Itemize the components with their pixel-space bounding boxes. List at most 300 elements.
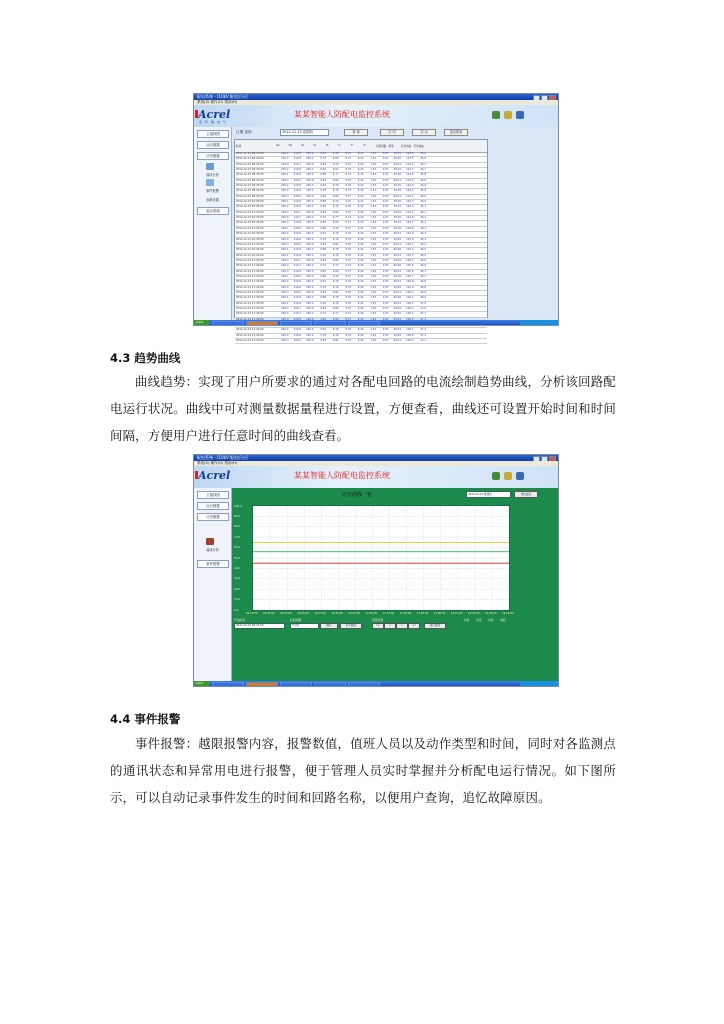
table-cell: 50.01 bbox=[393, 301, 401, 305]
table-cell: 50.01 bbox=[393, 221, 401, 225]
sidebar bbox=[194, 127, 232, 320]
table-cell: 50.00 bbox=[393, 216, 401, 220]
section-paragraph-4-3: 曲线趋势：实现了用户所要求的通过对各配电回路的电流绘制趋势曲线，分析该回路配电运行状况。曲线中可对测量数据量程进行设置，方便查看，曲线还可设置开始时间和时间间隔，方便用户进行任意时间的曲线查看。 bbox=[110, 374, 616, 443]
date-picker[interactable]: 2012-12-13 星期四 bbox=[466, 491, 511, 498]
menu-bar[interactable]: 系统(S) 操作(O) 帮助(H) bbox=[194, 100, 558, 105]
chart-title: 历史曲线一览 bbox=[342, 492, 373, 498]
alarm-icon[interactable] bbox=[206, 179, 214, 186]
table-cell: 6.41 bbox=[357, 173, 364, 177]
x-tick-label: 13:00:00 bbox=[502, 612, 514, 615]
table-cell: 50.01 bbox=[393, 162, 401, 166]
x-tick-label: 11:00:00 bbox=[365, 612, 378, 615]
table-cell: 2012-12-13 10:05:00 bbox=[236, 205, 264, 209]
user-icon[interactable] bbox=[504, 472, 512, 480]
exit-curve-button[interactable]: 退出曲线 bbox=[514, 491, 538, 498]
query-button[interactable]: 查 询 bbox=[344, 129, 368, 136]
table-header-cell: 有功电能 bbox=[401, 145, 412, 148]
table-header-cell: 无功电能 bbox=[413, 145, 424, 148]
table-cell: 220.6 bbox=[306, 258, 314, 262]
sidebar-item-4[interactable]: 事件报警 bbox=[206, 189, 219, 193]
option-label-1: 电压 bbox=[476, 618, 482, 622]
home-icon[interactable] bbox=[492, 111, 500, 119]
table-cell: 6.41 bbox=[357, 296, 364, 300]
table-cell: 125.6 bbox=[406, 269, 414, 273]
table-cell: 1.54 bbox=[370, 221, 376, 225]
print-curve-button[interactable]: 打印曲线 bbox=[340, 623, 362, 629]
table-cell: 219.7 bbox=[293, 216, 301, 220]
table-cell: 1.52 bbox=[370, 205, 376, 209]
table-cell: 125.4 bbox=[406, 258, 414, 262]
table-cell: 9.80 bbox=[332, 157, 339, 161]
table-cell: 9.78 bbox=[332, 248, 339, 252]
table-cell: 123.4 bbox=[406, 152, 414, 155]
table-cell: 2012-12-13 10:20:00 bbox=[236, 221, 264, 225]
table-cell: 0.97 bbox=[382, 200, 389, 204]
table-cell: 9.73 bbox=[345, 189, 351, 193]
table-cell: 9.76 bbox=[345, 162, 351, 166]
table-cell: 220.1 bbox=[281, 274, 289, 278]
table-cell: 9.80 bbox=[320, 248, 326, 252]
table-cell: 2012-12-13 09:55:00 bbox=[236, 194, 264, 198]
table-cell: 50.01 bbox=[393, 178, 401, 182]
table-cell: 45.8 bbox=[420, 178, 426, 182]
table-cell: 9.78 bbox=[320, 189, 326, 193]
y-tick-label: 100.0 bbox=[234, 503, 243, 508]
table-cell: 9.75 bbox=[345, 226, 351, 230]
sidebar-item-0[interactable]: 主接线图 bbox=[197, 491, 229, 499]
taskbar-item[interactable] bbox=[348, 682, 380, 687]
table-cell: 1.53 bbox=[370, 152, 376, 155]
table-cell: 9.78 bbox=[345, 290, 351, 294]
start-time-field[interactable]: 2012-12-13 09:15:00 bbox=[234, 623, 285, 629]
table-cell: 220.2 bbox=[281, 328, 289, 332]
table-cell: 1.52 bbox=[370, 253, 376, 257]
sidebar-item-3[interactable]: 曲线分析 bbox=[206, 173, 219, 177]
table-cell: 9.80 bbox=[320, 274, 326, 278]
table-cell: 220.4 bbox=[306, 280, 314, 284]
x-tick-label: 10:45:00 bbox=[348, 612, 361, 615]
table-cell: 9.82 bbox=[332, 306, 339, 310]
table-cell: 220.4 bbox=[281, 306, 289, 310]
table-cell: 9.74 bbox=[345, 312, 351, 316]
table-header-cell: Ua bbox=[276, 144, 280, 147]
table-cell: 46.2 bbox=[420, 221, 426, 225]
table-cell: 1.53 bbox=[370, 296, 376, 300]
table-cell: 219.8 bbox=[293, 221, 301, 225]
table-cell: 220.3 bbox=[306, 248, 314, 252]
y-tick-label: 90.0 bbox=[234, 513, 241, 518]
table-cell: 9.77 bbox=[345, 221, 351, 225]
table-cell: 9.74 bbox=[345, 237, 351, 241]
sidebar-item-2[interactable]: 历史数据 bbox=[197, 513, 229, 521]
sidebar-item-5[interactable]: 参数设置 bbox=[206, 198, 219, 202]
table-cell: 220.0 bbox=[281, 162, 289, 166]
table-cell: 219.6 bbox=[293, 285, 301, 289]
sidebar-item-6[interactable]: 退出系统 bbox=[197, 207, 229, 215]
x-tick-label: 10:30:00 bbox=[331, 612, 343, 615]
table-cell: 2012-12-13 10:50:00 bbox=[236, 253, 264, 257]
table-cell: 220.4 bbox=[306, 253, 314, 257]
table-cell: 220.5 bbox=[306, 339, 314, 343]
table-cell: 45.8 bbox=[420, 173, 426, 177]
sidebar-item-2[interactable]: 历史数据 bbox=[197, 152, 229, 160]
taskbar-item[interactable] bbox=[348, 321, 380, 326]
sidebar bbox=[194, 488, 232, 681]
table-cell: 9.83 bbox=[320, 339, 326, 343]
sidebar-item-1[interactable]: 运行数据 bbox=[197, 502, 229, 510]
table-cell: 6.42 bbox=[357, 157, 364, 161]
table-cell: 2012-12-13 10:45:00 bbox=[236, 248, 264, 252]
table-cell: 9.74 bbox=[345, 264, 351, 268]
x-tick-label: 12:00:00 bbox=[433, 612, 446, 615]
table-cell: 9.76 bbox=[345, 328, 351, 332]
table-cell: 1.53 bbox=[370, 280, 376, 284]
start-button[interactable]: start bbox=[194, 320, 210, 325]
table-cell: 1.53 bbox=[370, 226, 376, 230]
taskbar-item[interactable] bbox=[246, 682, 278, 687]
nav-last-button[interactable]: >> bbox=[408, 623, 420, 629]
taskbar-item[interactable] bbox=[212, 321, 244, 326]
trend-screenshot bbox=[193, 454, 559, 687]
table-cell: 45.7 bbox=[420, 162, 426, 166]
table-cell: 2012-12-13 09:25:00 bbox=[236, 162, 264, 166]
system-title: 某某智能人防配电监控系统 bbox=[294, 110, 390, 119]
table-cell: 9.81 bbox=[320, 232, 326, 236]
taskbar bbox=[194, 681, 558, 686]
table-cell: 9.82 bbox=[332, 210, 339, 214]
taskbar-item[interactable] bbox=[212, 682, 244, 687]
table-cell: 9.81 bbox=[320, 205, 326, 209]
table-cell: 0.97 bbox=[382, 253, 389, 257]
table-cell: 1.52 bbox=[370, 157, 376, 161]
curve-icon[interactable] bbox=[206, 163, 214, 170]
table-cell: 220.2 bbox=[306, 157, 314, 161]
table-cell: 50.00 bbox=[393, 184, 401, 188]
export-button[interactable]: 导 出 bbox=[412, 129, 436, 136]
table-cell: 6.45 bbox=[357, 258, 364, 262]
table-cell: 9.76 bbox=[332, 237, 339, 241]
table-row[interactable] bbox=[235, 339, 487, 344]
table-cell: 46.1 bbox=[420, 210, 426, 214]
table-cell: 46.0 bbox=[420, 194, 426, 198]
table-cell: 1.54 bbox=[370, 290, 376, 294]
taskbar-item[interactable] bbox=[280, 321, 312, 326]
system-tray bbox=[520, 320, 558, 325]
table-cell: 219.8 bbox=[293, 200, 301, 204]
reset-curve-button[interactable]: 复位曲线 bbox=[424, 623, 446, 629]
table-cell: 0.97 bbox=[382, 205, 389, 209]
table-cell: 126.3 bbox=[406, 306, 414, 310]
report-table[interactable] bbox=[234, 139, 488, 343]
table-cell: 220.5 bbox=[306, 269, 314, 273]
report-toolbar bbox=[234, 129, 556, 135]
table-cell: 125.9 bbox=[406, 285, 414, 289]
table-cell: 47.3 bbox=[420, 333, 426, 337]
x-tick-label: 12:30:00 bbox=[467, 612, 480, 615]
interval-label: 时间间隔 bbox=[290, 618, 302, 622]
table-cell: 9.82 bbox=[320, 269, 326, 273]
table-cell: 125.5 bbox=[406, 264, 414, 268]
x-tick-label: 09:15:00 bbox=[246, 612, 258, 615]
table-cell: 219.9 bbox=[293, 226, 301, 230]
table-cell: 50.00 bbox=[393, 226, 401, 230]
table-cell: 219.9 bbox=[293, 274, 301, 278]
table-cell: 9.81 bbox=[332, 339, 339, 343]
table-cell: 220.2 bbox=[281, 205, 289, 209]
nav-next-button[interactable]: > bbox=[396, 623, 408, 629]
table-cell: 50.01 bbox=[393, 194, 401, 198]
table-cell: 46.0 bbox=[420, 200, 426, 204]
home-icon[interactable] bbox=[492, 472, 500, 480]
table-cell: 2012-12-13 09:40:00 bbox=[236, 178, 264, 182]
curve-icon[interactable] bbox=[206, 538, 214, 545]
table-cell: 6.43 bbox=[357, 221, 364, 225]
table-cell: 2012-12-13 12:00:00 bbox=[236, 328, 264, 332]
table-cell: 0.97 bbox=[382, 178, 389, 182]
trend-main bbox=[232, 488, 558, 681]
table-cell: 0.97 bbox=[382, 328, 389, 332]
table-cell: 0.97 bbox=[382, 232, 389, 236]
table-cell: 220.2 bbox=[281, 301, 289, 305]
taskbar-item[interactable] bbox=[246, 321, 278, 326]
table-cell: 9.84 bbox=[320, 306, 326, 310]
table-cell: 220.5 bbox=[306, 242, 314, 246]
table-cell: 50.02 bbox=[393, 210, 401, 214]
exit-report-button[interactable]: 退出报表 bbox=[444, 129, 468, 136]
taskbar-item[interactable] bbox=[280, 682, 312, 687]
table-cell: 50.00 bbox=[393, 200, 401, 204]
table-cell: 2012-12-13 10:35:00 bbox=[236, 237, 264, 241]
table-cell: 9.82 bbox=[320, 221, 326, 225]
app-banner bbox=[194, 105, 558, 127]
table-cell: 9.75 bbox=[345, 248, 351, 252]
sidebar-item-3[interactable]: 曲线分析 bbox=[206, 548, 219, 552]
table-cell: 2012-12-13 11:15:00 bbox=[236, 280, 264, 284]
table-cell: 47.0 bbox=[420, 306, 426, 310]
table-cell: 2012-12-13 12:05:00 bbox=[236, 333, 264, 337]
section-paragraph-4-4: 事件报警：越限报警内容，报警数值，值班人员以及动作类型和时间，同时对各监测点的通讯状态和异常用电进行报警，便于管理人员实时掌握并分析配电运行情况。如下图所示，可以自动记录事件发生的时间和回路名称，以便用户查询，追忆故障原因。 bbox=[110, 736, 616, 805]
table-cell: 9.80 bbox=[320, 173, 326, 177]
table-cell: 219.8 bbox=[293, 248, 301, 252]
table-cell: 2012-12-13 10:40:00 bbox=[236, 242, 264, 246]
acrel-logo: Acrel bbox=[198, 469, 231, 482]
table-cell: 219.6 bbox=[293, 333, 301, 337]
table-cell: 50.02 bbox=[393, 306, 401, 310]
table-cell: 6.42 bbox=[357, 253, 364, 257]
help-icon[interactable] bbox=[516, 472, 524, 480]
table-cell: 46.3 bbox=[420, 232, 426, 236]
table-cell: 9.77 bbox=[332, 264, 339, 268]
table-cell: 9.75 bbox=[345, 200, 351, 204]
table-cell: 124.5 bbox=[406, 210, 414, 214]
table-cell: 0.97 bbox=[382, 274, 389, 278]
table-cell: 220.4 bbox=[306, 328, 314, 332]
table-cell: 220.2 bbox=[281, 280, 289, 284]
table-cell: 6.41 bbox=[357, 200, 364, 204]
table-cell: 220.5 bbox=[306, 221, 314, 225]
table-cell: 2012-12-13 11:30:00 bbox=[236, 296, 264, 300]
trend-chart bbox=[253, 506, 509, 610]
table-cell: 50.02 bbox=[393, 168, 401, 172]
table-cell: 220.0 bbox=[281, 189, 289, 193]
table-cell: 220.0 bbox=[281, 312, 289, 316]
table-cell: 0.97 bbox=[382, 301, 389, 305]
table-cell: 9.78 bbox=[332, 274, 339, 278]
table-cell: 219.9 bbox=[293, 301, 301, 305]
table-cell: 0.97 bbox=[382, 184, 389, 188]
y-tick-label: 70.0 bbox=[234, 534, 241, 539]
table-cell: 9.78 bbox=[320, 285, 326, 289]
table-cell: 219.8 bbox=[293, 280, 301, 284]
option-label-3: 电能 bbox=[500, 618, 506, 622]
table-cell: 6.43 bbox=[357, 269, 364, 273]
table-cell: 220.5 bbox=[306, 162, 314, 166]
table-cell: 6.40 bbox=[357, 162, 364, 166]
table-cell: 45.9 bbox=[420, 184, 426, 188]
table-cell: 1.55 bbox=[370, 210, 376, 214]
table-cell: 9.79 bbox=[345, 306, 351, 310]
table-cell: 9.80 bbox=[332, 221, 339, 225]
table-cell: 50.02 bbox=[393, 258, 401, 262]
table-header-cell: Q bbox=[363, 144, 366, 147]
table-cell: 124.4 bbox=[406, 205, 414, 209]
table-cell: 2012-12-13 11:00:00 bbox=[236, 264, 264, 268]
table-cell: 46.8 bbox=[420, 280, 426, 284]
help-icon[interactable] bbox=[516, 111, 524, 119]
curve-controls bbox=[232, 618, 558, 676]
table-cell: 46.5 bbox=[420, 253, 426, 257]
table-cell: 50.00 bbox=[393, 264, 401, 268]
taskbar-item[interactable] bbox=[314, 682, 346, 687]
taskbar-item[interactable] bbox=[314, 321, 346, 326]
table-cell: 220.6 bbox=[306, 210, 314, 214]
table-cell: 219.9 bbox=[293, 205, 301, 209]
table-cell: 46.8 bbox=[420, 285, 426, 289]
nav-first-button[interactable]: << bbox=[372, 623, 384, 629]
nav-prev-button[interactable]: < bbox=[384, 623, 396, 629]
y-tick-label: 50.0 bbox=[234, 555, 241, 560]
table-cell: 220.3 bbox=[281, 157, 289, 161]
table-cell: 0.97 bbox=[382, 226, 389, 230]
x-tick-label: 09:30:00 bbox=[263, 612, 275, 615]
sidebar-item-4[interactable]: 事件报警 bbox=[197, 560, 229, 568]
table-cell: 49.99 bbox=[393, 285, 401, 289]
table-cell: 220.1 bbox=[281, 248, 289, 252]
table-cell: 1.53 bbox=[370, 328, 376, 332]
plot-area[interactable] bbox=[252, 505, 510, 611]
table-cell: 219.6 bbox=[293, 237, 301, 241]
table-cell: 45.9 bbox=[420, 189, 426, 193]
window-title: 配电系统 - [10kV 配电后台] bbox=[197, 94, 248, 99]
table-cell: 9.78 bbox=[345, 168, 351, 172]
table-cell: 9.78 bbox=[345, 339, 351, 343]
table-cell: 46.7 bbox=[420, 274, 426, 278]
table-cell: 46.4 bbox=[420, 237, 426, 241]
logo-subtitle: 安 科 瑞 电 气 bbox=[199, 120, 227, 124]
menu-bar[interactable]: 系统(S) 操作(O) 帮助(H) bbox=[194, 461, 558, 466]
start-button[interactable]: start bbox=[194, 681, 210, 686]
table-cell: 0.97 bbox=[382, 173, 389, 177]
table-cell: 50.01 bbox=[393, 253, 401, 257]
table-cell: 45.6 bbox=[420, 152, 426, 155]
table-cell: 0.97 bbox=[382, 248, 389, 252]
table-cell: 219.8 bbox=[293, 168, 301, 172]
confirm-button[interactable]: 确定 bbox=[320, 623, 338, 629]
table-cell: 9.77 bbox=[332, 312, 339, 316]
table-cell: 9.79 bbox=[345, 258, 351, 262]
table-cell: 220.0 bbox=[281, 237, 289, 241]
table-cell: 6.41 bbox=[357, 274, 364, 278]
table-cell: 220.4 bbox=[281, 178, 289, 182]
table-cell: 49.99 bbox=[393, 237, 401, 241]
table-cell: 6.41 bbox=[357, 248, 364, 252]
table-cell: 9.79 bbox=[332, 253, 339, 257]
table-cell: 0.97 bbox=[382, 237, 389, 241]
table-cell: 47.3 bbox=[420, 339, 426, 343]
table-cell: 9.81 bbox=[320, 328, 326, 332]
table-cell: 9.79 bbox=[332, 328, 339, 332]
table-cell: 50.01 bbox=[393, 280, 401, 284]
table-cell: 1.55 bbox=[370, 178, 376, 182]
table-cell: 2012-12-13 10:10:00 bbox=[236, 210, 264, 214]
table-cell: 9.76 bbox=[345, 205, 351, 209]
table-cell: 219.9 bbox=[293, 253, 301, 257]
table-cell: 219.7 bbox=[293, 312, 301, 316]
option-label-2: 功率 bbox=[488, 618, 494, 622]
table-cell: 6.40 bbox=[357, 264, 364, 268]
interval-select[interactable]: 5分钟 bbox=[290, 623, 319, 629]
table-cell: 0.97 bbox=[382, 339, 389, 343]
table-cell: 0.97 bbox=[382, 221, 389, 225]
sidebar-item-0[interactable]: 主接线图 bbox=[197, 130, 229, 138]
system-title: 某某智能人防配电监控系统 bbox=[294, 471, 390, 480]
table-cell: 9.80 bbox=[332, 178, 339, 182]
range-label: 量程设置 bbox=[372, 618, 384, 622]
table-cell: 50.00 bbox=[393, 312, 401, 316]
table-cell: 9.84 bbox=[320, 210, 326, 214]
table-cell: 9.76 bbox=[345, 280, 351, 284]
table-cell: 9.80 bbox=[320, 296, 326, 300]
table-cell: 123.7 bbox=[406, 168, 414, 172]
date-picker[interactable]: 2012-12-13 星期四 bbox=[280, 129, 329, 136]
table-cell: 1.52 bbox=[370, 264, 376, 268]
table-cell: 50.00 bbox=[393, 248, 401, 252]
table-cell: 124.7 bbox=[406, 221, 414, 225]
table-cell: 6.42 bbox=[357, 301, 364, 305]
table-cell: 50.01 bbox=[393, 269, 401, 273]
table-cell: 0.97 bbox=[382, 264, 389, 268]
table-cell: 47.2 bbox=[420, 328, 426, 332]
y-tick-label: 10.0 bbox=[234, 597, 241, 602]
table-cell: 6.40 bbox=[357, 285, 364, 289]
user-icon[interactable] bbox=[504, 111, 512, 119]
table-cell: 46.5 bbox=[420, 248, 426, 252]
print-button[interactable]: 打 印 bbox=[380, 129, 404, 136]
table-cell: 9.76 bbox=[332, 285, 339, 289]
table-cell: 9.76 bbox=[332, 189, 339, 193]
section-heading-4-4: 4.4 事件报警 bbox=[110, 712, 181, 726]
table-cell: 9.78 bbox=[332, 205, 339, 209]
table-cell: 9.76 bbox=[345, 232, 351, 236]
table-cell: 2012-12-13 10:00:00 bbox=[236, 200, 264, 204]
table-cell: 6.42 bbox=[357, 232, 364, 236]
table-cell: 6.45 bbox=[357, 210, 364, 214]
table-cell: 6.43 bbox=[357, 168, 364, 172]
table-cell: 220.0 bbox=[293, 290, 301, 294]
table-cell: 2012-12-13 09:30:00 bbox=[236, 168, 264, 172]
table-cell: 46.9 bbox=[420, 290, 426, 294]
sidebar-item-1[interactable]: 运行数据 bbox=[197, 141, 229, 149]
